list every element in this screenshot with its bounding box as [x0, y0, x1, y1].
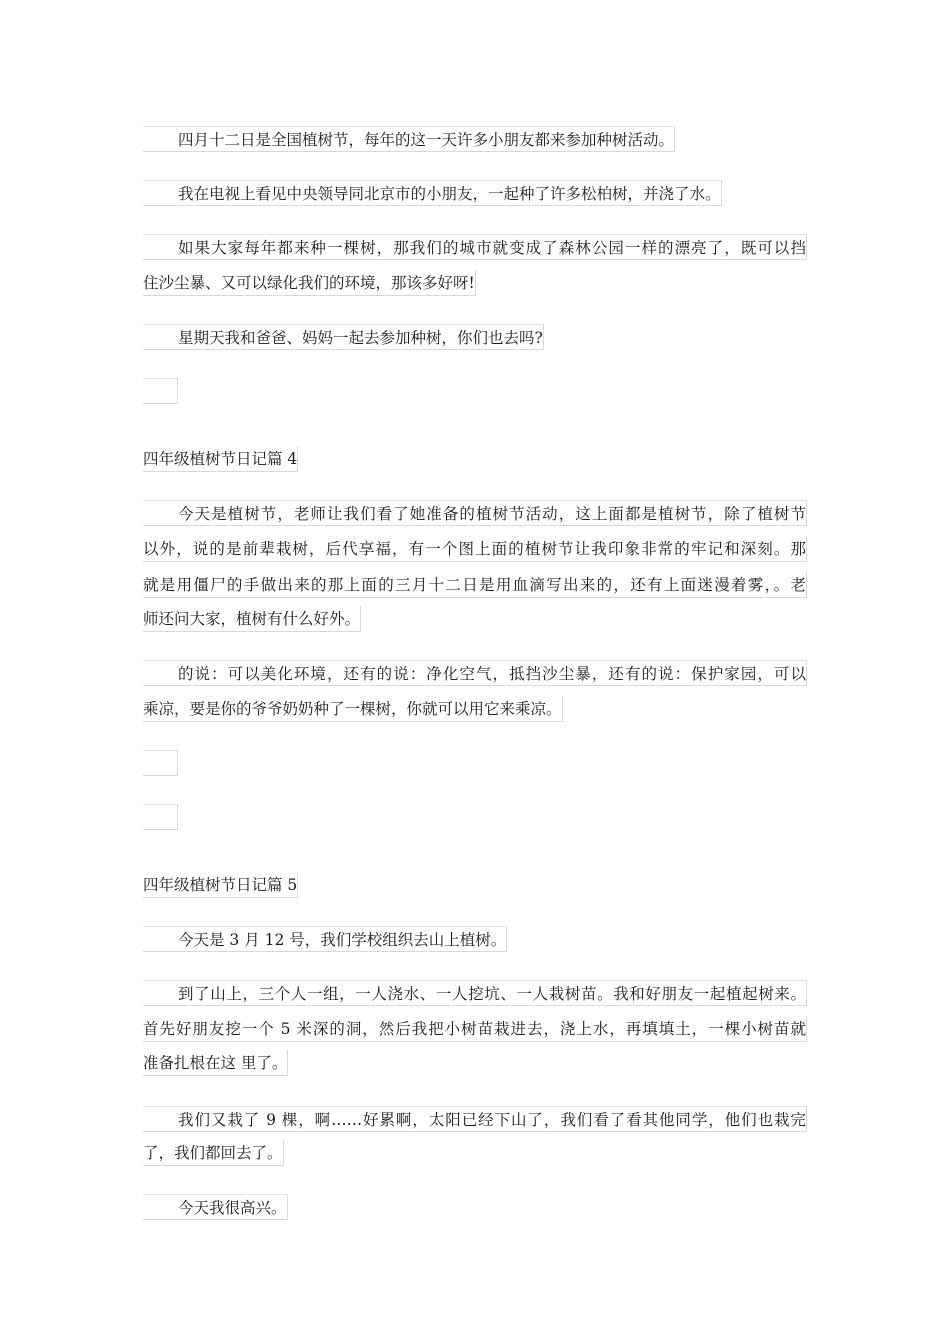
paragraph-line: 我在电视上看见中央领导同北京市的小朋友，一起种了许多松柏树，并浇了水。	[143, 180, 722, 206]
paragraph-line: 就是用僵尸的手做出来的那上面的三月十二日是用血滴写出来的，还有上面迷漫着雾，。老	[143, 572, 807, 598]
empty-paragraph	[143, 378, 178, 404]
paragraph-line: 首先好朋友挖一个 5 米深的洞，然后我把小树苗栽进去，浇上水，再填填土，一棵小树苗就	[143, 1016, 807, 1042]
section-heading: 四年级植树节日记篇 4	[143, 446, 298, 472]
paragraph-line: 如果大家每年都来种一棵树，那我们的城市就变成了森林公园一样的漂亮了，既可以挡	[143, 234, 807, 260]
empty-paragraph	[143, 750, 178, 776]
empty-paragraph	[143, 804, 178, 830]
paragraph-line: 今天是植树节，老师让我们看了她准备的植树节活动，这上面都是植树节，除了植树节	[143, 500, 807, 526]
paragraph-line: 的说：可以美化环境，还有的说：净化空气，抵挡沙尘暴，还有的说：保护家园，可以	[143, 660, 807, 686]
paragraph-line: 我们又栽了 9 棵，啊……好累啊，太阳已经下山了，我们看了看其他同学，他们也栽完	[143, 1106, 807, 1132]
paragraph-line: 今天我很高兴。	[143, 1194, 288, 1220]
paragraph-line: 师还问大家，植树有什么好外。	[143, 606, 361, 632]
paragraph-line: 星期天我和爸爸、妈妈一起去参加种树，你们也去吗?	[143, 324, 544, 350]
paragraph-line: 住沙尘暴、又可以绿化我们的环境，那该多好呀!	[143, 270, 476, 296]
paragraph-line: 今天是 3 月 12 号，我们学校组织去山上植树。	[143, 926, 507, 952]
paragraph-line: 以外，说的是前辈栽树，后代享福，有一个图上面的植树节让我印象非常的牢记和深刻。那	[143, 536, 807, 562]
paragraph-line: 乘凉，要是你的爷爷奶奶种了一棵树，你就可以用它来乘凉。	[143, 696, 563, 722]
paragraph-line: 了，我们都回去了。	[143, 1140, 284, 1166]
paragraph-line: 四月十二日是全国植树节，每年的这一天许多小朋友都来参加种树活动。	[143, 126, 675, 152]
paragraph-line: 准备扎根在这 里了。	[143, 1050, 288, 1076]
section-heading: 四年级植树节日记篇 5	[143, 872, 298, 898]
paragraph-line: 到了山上，三个人一组，一人浇水、一人挖坑、一人栽树苗。我和好朋友一起植起树来。	[143, 980, 807, 1006]
